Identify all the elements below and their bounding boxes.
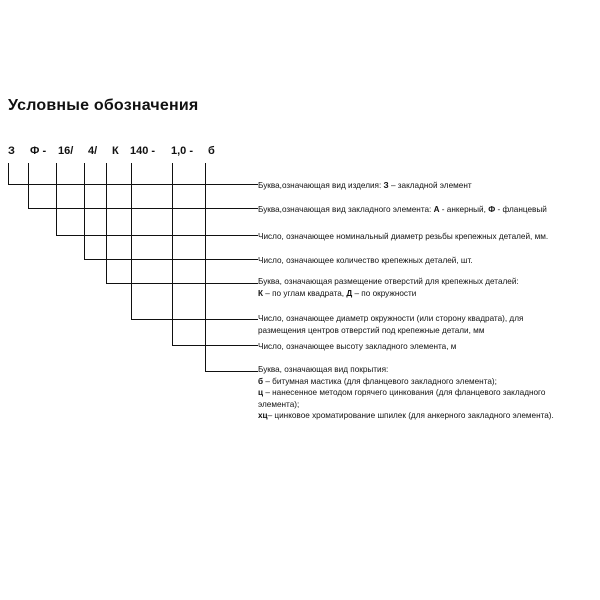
description-line: элемента); [258,399,300,409]
description-block [258,313,523,336]
description-line: Буква, означающая вид покрытия: [258,365,389,374]
code-token: К [112,145,119,157]
description-block [258,231,548,243]
description-block [258,204,547,216]
description-line: Буква,означающая вид закладного элемента: А - анкерный, Ф - фланцевый [258,205,547,214]
code-token: б [208,145,215,157]
description-block [258,276,519,299]
description-block [258,364,554,422]
code-token: Ф - [30,145,47,157]
description-line: ц – нанесенное методом горячего цинкования (для фланцевого закладного [258,388,546,397]
page-title: Условные обозначения [8,97,199,114]
description-line: Буква,означающая вид изделия: З – закладной элемент [258,181,472,190]
description-line: хц– цинковое хроматирование шпилек (для анкерного закладного элемента). [258,411,554,420]
description-line: Число, означающее высоту закладного элемента, м [258,342,457,351]
description-line: К – по углам квадрата, Д – по окружности [258,288,417,298]
description-line: Число, означающее количество крепежных деталей, шт. [258,256,473,265]
description-block [258,255,473,267]
description-line: Число, означающее диаметр окружности (или сторону квадрата), для [258,314,524,323]
code-token: З [8,145,15,157]
leader-line [205,163,258,372]
code-token: 1,0 - [171,145,194,157]
description-block [258,341,456,353]
description-line: Буква, означающая размещение отверстий для крепежных деталей: [258,277,519,286]
description-block [258,180,472,192]
description-line: Число, означающее номинальный диаметр резьбы крепежных деталей, мм. [258,232,549,241]
code-token: 16/ [58,145,74,157]
description-line: б – битумная мастика (для фланцевого закладного элемента); [258,376,497,386]
description-line: размещения центров отверстий под крепежные детали, мм [258,325,485,335]
code-token: 4/ [88,145,98,157]
code-token: 140 - [130,145,156,157]
